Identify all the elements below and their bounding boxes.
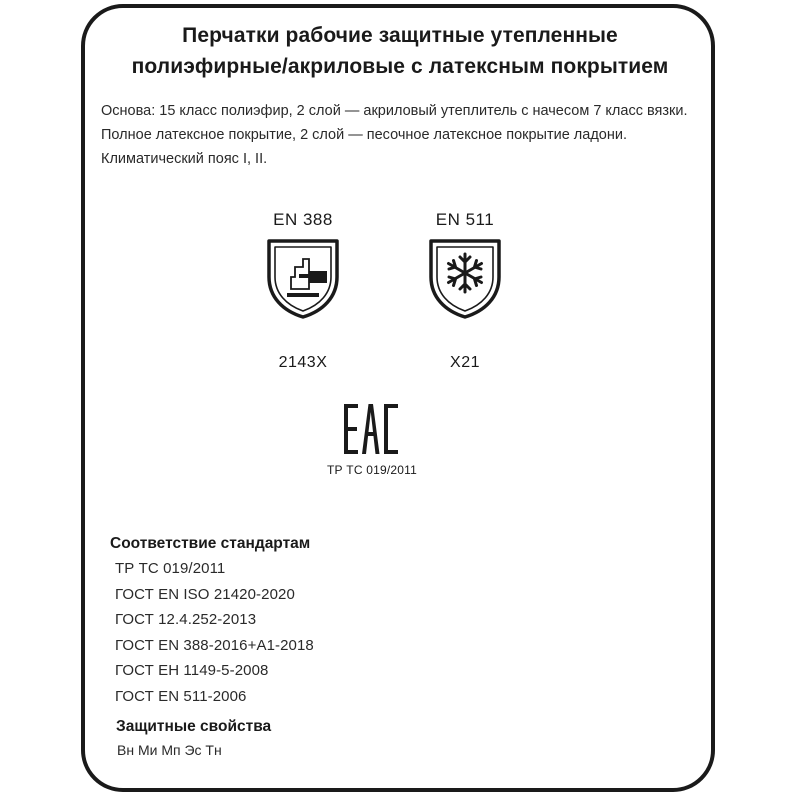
eac-certification <box>320 402 424 478</box>
en511-mark <box>420 210 510 373</box>
standard-item: ГОСТ EN 511-2006 <box>115 687 247 705</box>
en511-standard-label: EN 511 <box>435 210 495 229</box>
protection-heading: Защитные свойства <box>116 718 272 735</box>
en511-level: X21 <box>450 354 480 371</box>
eac-logo <box>342 402 402 456</box>
standard-item: ГОСТ 12.4.252-2013 <box>115 611 257 628</box>
product-title <box>84 20 716 82</box>
en388-standard-label: EN 388 <box>273 210 333 229</box>
regulation-label: ТР ТС 019/2011 <box>327 463 417 477</box>
hammer-shield-icon <box>265 237 341 321</box>
standards-heading: Соответствие стандартам <box>110 535 311 552</box>
title-line-1: Перчатки рабочие защитные утепленные <box>182 24 618 47</box>
standard-item: ГОСТ EN 388-2016+A1-2018 <box>115 636 314 654</box>
protection-codes: Вн Ми Мп Эс Тн <box>117 742 222 758</box>
product-description: Основа: 15 класс полиэфир, 2 слой — акриловый утеплитель с начесом 7 класс вязки. Полное латексное покрытие, 2 слой — песочное латексное покрытие ладони. Климатический пояс I, II. <box>101 103 688 167</box>
snowflake-shield-icon <box>427 237 503 321</box>
title-line-2: полиэфирные/акриловые с латексным покрытием <box>131 55 669 78</box>
standard-item: ГОСТ EN ISO 21420-2020 <box>115 585 295 603</box>
standards-list <box>115 556 314 709</box>
en388-level: 2143X <box>278 354 328 371</box>
standard-item: ГОСТ ЕН 1149-5-2008 <box>115 662 269 679</box>
en388-mark <box>258 210 348 373</box>
standard-item: ТР ТС 019/2011 <box>115 560 226 577</box>
